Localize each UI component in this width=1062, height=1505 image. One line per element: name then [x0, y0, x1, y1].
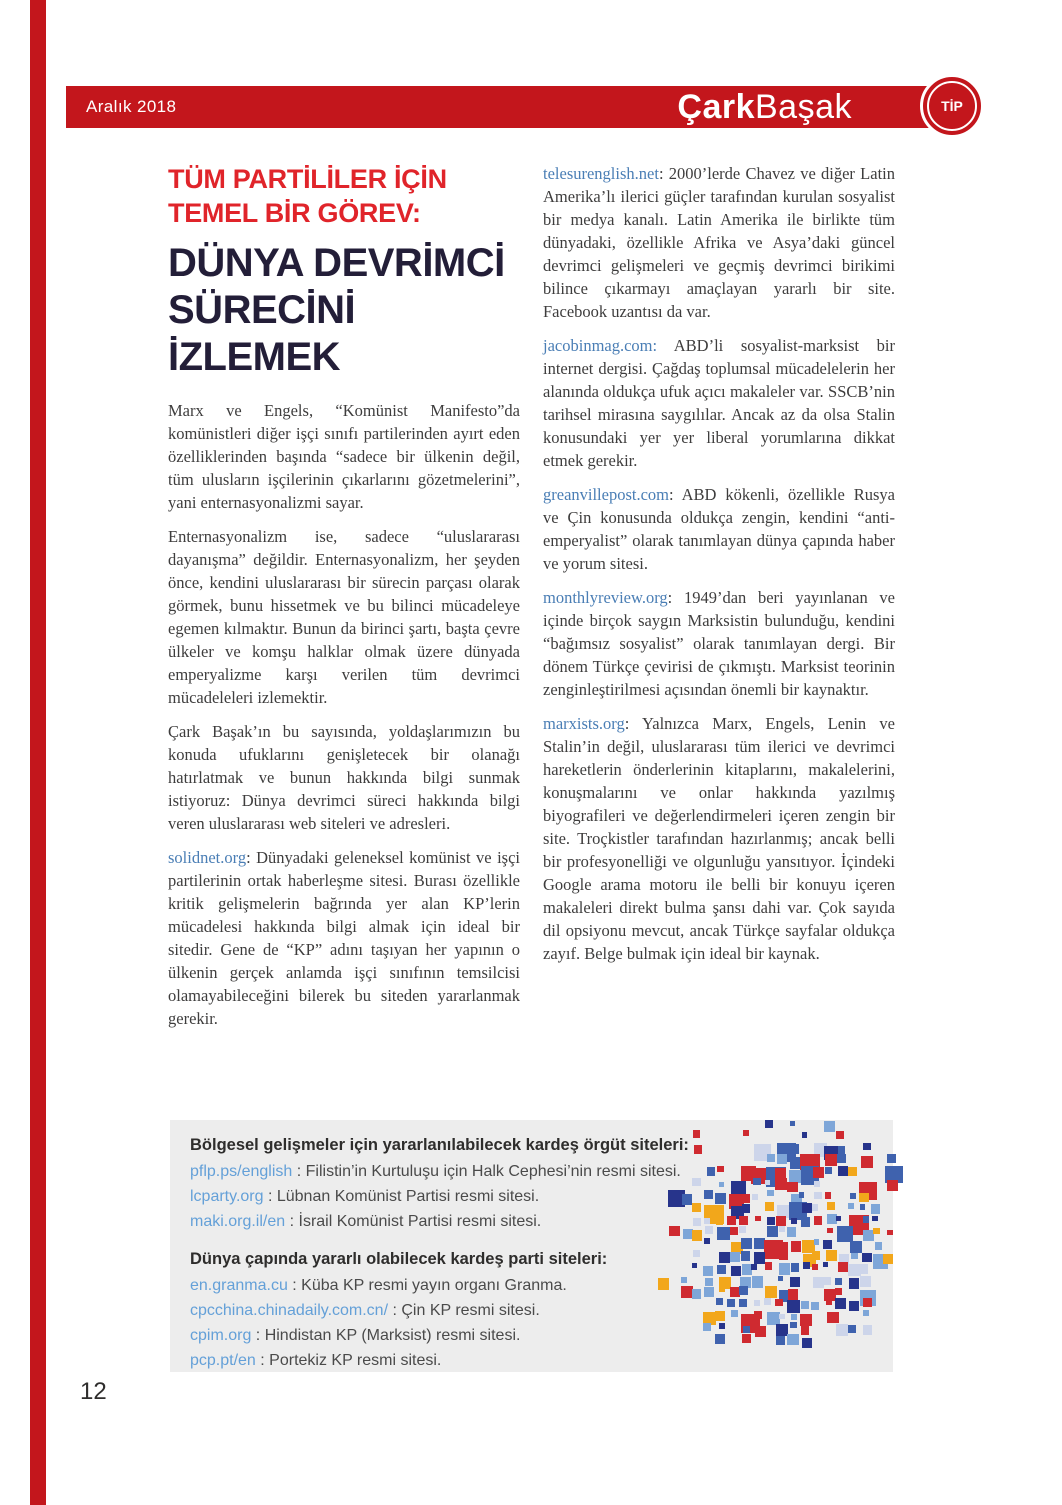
link-pcp[interactable]: pcp.pt/en [190, 1352, 256, 1369]
title-line-2: SÜRECİNİ İZLEMEK [168, 288, 356, 379]
page-number: 12 [80, 1378, 107, 1405]
paragraph-text: : Dünyadaki geleneksel komünist ve işçi partilerinin ortak haberleşme sitesi. Burası özellikle kritik gelişmelerin bağrında yer alan KP’lerin mücadelesi hakkında bilgi almak için ideal bir sitedir. Gene de “KP” adını taşıyan her yapının o ülkenin gerçek anlamda işçi sınıfının temsilcisi olamayabileceğini bilerek bu siteden yararlanmak gerekir. [168, 848, 520, 1028]
box-item-text: : Portekiz KP resmi sitesi. [255, 1352, 442, 1369]
link-monthlyreview[interactable]: monthlyreview.org [543, 588, 668, 607]
masthead [677, 90, 930, 124]
link-lcparty[interactable]: lcparty.org [190, 1188, 264, 1205]
box-item [190, 1209, 700, 1234]
link-granma[interactable]: en.granma.cu [190, 1277, 288, 1294]
box-item-text: : Filistin’in Kurtuluşu için Halk Cephesi’nin resmi sitesi. [292, 1163, 681, 1180]
kicker-line-1: TÜM PARTİLİLER İÇİN [168, 164, 447, 194]
header-bar [66, 86, 930, 128]
box-item-text: : Hindistan KP (Marksist) resmi sitesi. [251, 1327, 521, 1344]
tip-logo [920, 74, 984, 138]
title-line-1: DÜNYA DEVRİMCİ [168, 241, 505, 285]
link-telesurenglish[interactable]: telesurenglish.net [543, 164, 659, 183]
article-columns [168, 162, 895, 1041]
box-item [190, 1323, 700, 1348]
box-heading-regional: Bölgesel gelişmeler için yararlanılabilecek kardeş örgüt siteleri: [190, 1136, 689, 1154]
paragraph: Enternasyonalizm ise, sadece “uluslararası dayanışma” değildir. Enternasyonalizm, her şeyden önce, kendini uluslararası bir sürecin parçası olarak görmek, bunu hissetmek ve bu bilinci mücadeleye egemen kılmaktır. Bunun da birinci şartı, başta çevre ülkeler ve komşu halklar olmak üzere dünyada emperyalizme karşı verilen tüm devrimci mücadeleleri izlemektir. [168, 527, 520, 707]
masthead-light: Başak [755, 88, 852, 126]
paragraph: Çark Başak’ın bu sayısında, yoldaşlarımızın bu konuda ufuklarını genişletecek bir olanağı hatırlatmak ve bunun hakkında bilgi sunmak istiyoruz: Dünya devrimci süreci hakkında bilgi veren uluslararası web siteleri ve adresleri. [168, 722, 520, 833]
paragraph-text: : ABD kökenli, özellikle Rusya ve Çin konusunda oldukça zengin, kendini “anti-emperyalist” olarak tanımlayan dünya çapında haber ve yorum sitesi. [543, 485, 895, 573]
article-title [168, 240, 520, 381]
kicker-line-2: TEMEL BİR GÖREV: [168, 198, 421, 228]
left-column [168, 162, 520, 1041]
link-cpcchina[interactable]: cpcchina.chinadaily.com.cn/ [190, 1302, 389, 1319]
box-item-text: : Lübnan Komünist Partisi resmi sitesi. [263, 1188, 540, 1205]
box-item [190, 1348, 700, 1373]
link-pflp[interactable]: pflp.ps/english [190, 1163, 293, 1180]
sister-sites-box [170, 1120, 893, 1372]
paragraph: Marx ve Engels, “Komünist Manifesto”da komünistleri diğer işçi sınıfı partilerinden ayırt eden özelliklerinden başında “sadece bir ülkenin değil, tüm ulusların işçilerinin çıkarlarını gözetmelerini”, yani enternasyonalizmi sayar. [168, 401, 520, 512]
box-heading-worldwide: Dünya çapında yararlı olabilecek kardeş parti siteleri: [190, 1250, 608, 1268]
box-item [190, 1159, 700, 1184]
link-jacobinmag[interactable]: jacobinmag.com: [543, 336, 658, 355]
paragraph-text: : Yalnızca Marx, Engels, Lenin ve Stalin’in değil, uluslararası tüm ilerici ve devrimci hareketlerin önderlerinin kitaplarını, makalelerini, konuşmalarını ve onlar hakkında yazılmış biyografileri ve değerlendirmeleri içeren zengin bir site. Troçkistler tarafından hazırlanmış; ancak belli bir profesyonelliği ve olgunluğu yansıtıyor. İçindeki Google arama motoru ile belli bir konuyu içeren makaleleri direkt bulma şansı dahi var. Çok sayıda dil opsiyonu mevcut, ancak Türkçe sayfalar oldukça zayıf. Belge bulmak için ideal bir kaynak. [543, 714, 895, 963]
paragraph-text: ABD’li sosyalist-marksist bir internet dergisi. Çağdaş toplumsal mücadelelerin her alanında oldukça ufuk açıcı makaleler var. SSCB’nin tarihsel mirasına saygılılar. Ancak az da olsa Stalin konusundaki yer yer liberal yorumlarına dikkat etmek gerekir. [543, 336, 895, 470]
tip-logo-text: TİP [927, 81, 977, 131]
paragraph-jacobin [543, 334, 895, 472]
box-item-text: : İsrail Komünist Partisi resmi sitesi. [285, 1213, 542, 1230]
right-column [543, 162, 895, 1041]
paragraph-greanville [543, 483, 895, 575]
link-solidnet[interactable]: solidnet.org [168, 848, 247, 867]
box-item-text: : Çin KP resmi sitesi. [388, 1302, 540, 1319]
link-maki[interactable]: maki.org.il/en [190, 1213, 286, 1230]
box-item-text: : Küba KP resmi yayın organı Granma. [287, 1277, 567, 1294]
paragraph-monthlyreview [543, 586, 895, 701]
paragraph-text: : 2000’lerde Chavez ve diğer Latin Amerika’lı ilerici güçler tarafından kurulan sosyalist bir medya kanalı. Latin Amerika ile birlikte tüm dünyadaki, özellikle Afrika ve Asya’daki güncel devrimci gelişmeleri ve geçmiş devrimci birikimi bilince çıkarmayı amaçlayan yararlı bir site. Facebook uzantısı da var. [543, 164, 895, 321]
box-item [190, 1298, 700, 1323]
paragraph-marxists [543, 712, 895, 965]
paragraph-solidnet [168, 846, 520, 1030]
link-cpim[interactable]: cpim.org [190, 1327, 252, 1344]
box-item [190, 1184, 700, 1209]
masthead-bold: Çark [677, 88, 755, 126]
link-greanvillepost[interactable]: greanvillepost.com [543, 485, 670, 504]
sister-sites-text [190, 1136, 700, 1373]
box-item [190, 1273, 700, 1298]
article-kicker [168, 162, 520, 230]
left-edge-bar [30, 0, 46, 1505]
link-marxists[interactable]: marxists.org [543, 714, 625, 733]
paragraph-text: : 1949’dan beri yayınlanan ve içinde birçok saygın Marksistin bulunduğu, kendini “bağımsız sosyalist” olarak tanımlayan dergi. Bir dönem Türkçe çevirisi de çıkmıştı. Marksist teorinin zenginleştirilmesi açısından önemli bir kaynaktır. [543, 588, 895, 699]
issue-date: Aralık 2018 [86, 97, 177, 116]
paragraph-telesur [543, 162, 895, 323]
